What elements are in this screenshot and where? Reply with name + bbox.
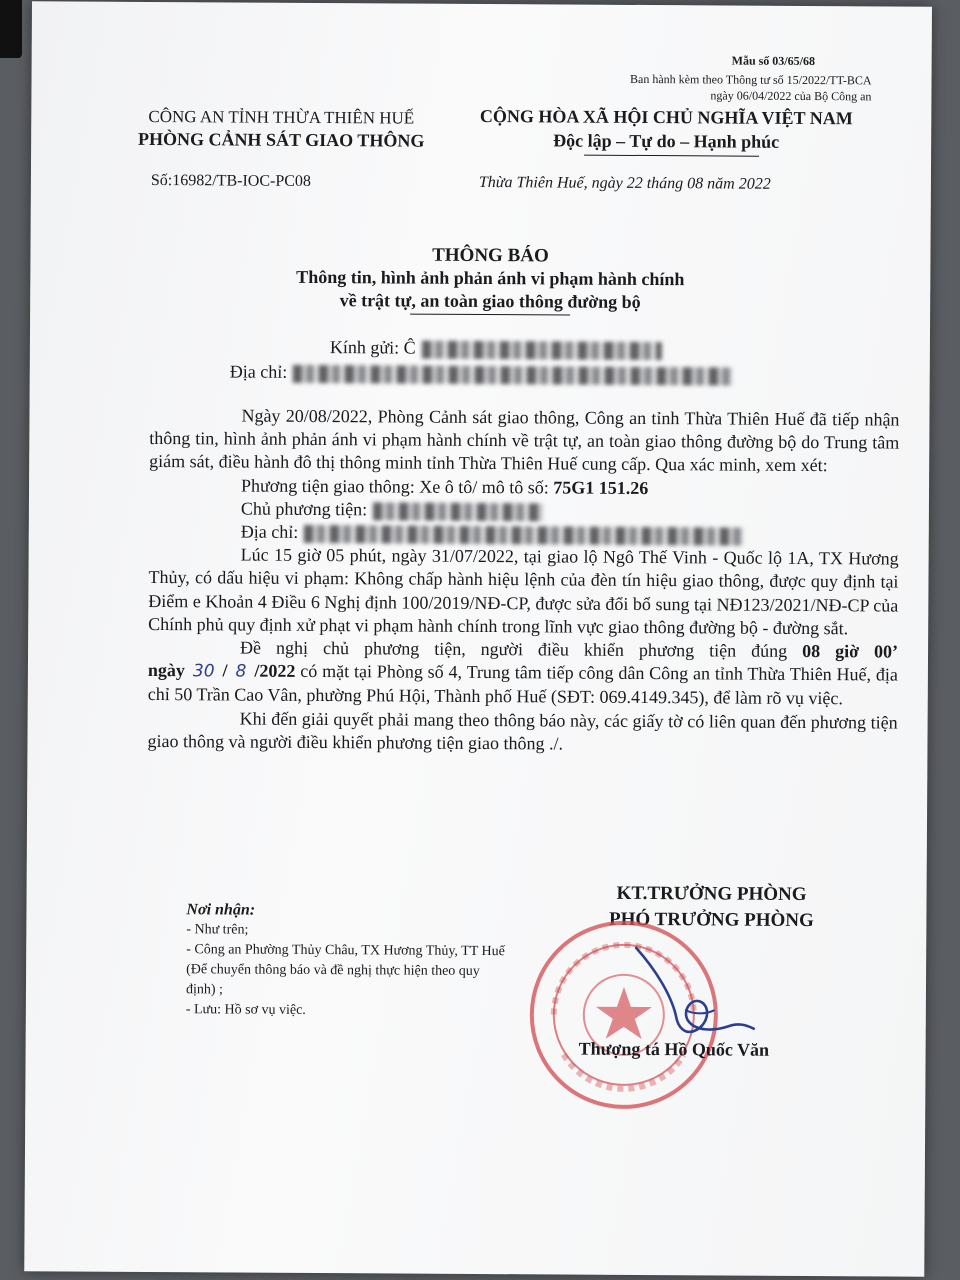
signature-title2: PHÓ TRƯỞNG PHÒNG (608, 908, 814, 932)
address-line (230, 361, 734, 385)
issued-note (541, 70, 871, 104)
agency-parent: CÔNG AN TỈNH THỪA THIÊN HUẾ (148, 106, 415, 128)
redacted-owner-address (304, 525, 744, 546)
vehicle-label: Phương tiện giao thông: Xe ô tô/ mô tô số: (240, 475, 549, 498)
form-number: Mẫu số 03/65/68 (731, 53, 816, 69)
recipient-line (330, 337, 662, 360)
vehicle-plate: 75G1 151.26 (553, 477, 649, 498)
date-separator: / (222, 660, 228, 681)
handwritten-month: 8 (235, 661, 247, 682)
closing-paragraph: Khi đến giải quyết phải mang theo thông báo này, các giấy tờ có liên quan đến phương tiện giao thông và người điều khiển phương tiện giao thông ./. (147, 708, 898, 754)
notice-body (147, 404, 899, 758)
document-page (24, 1, 932, 1276)
owner-label: Chủ phương tiện: (240, 498, 368, 520)
desk-edge-object (0, 0, 22, 58)
recipient-item: - Công an Phường Thủy Châu, TX Hương Thủy, TT Huế (Để chuyển thông báo và đề nghị thực hiện theo quy định) ; (185, 942, 505, 998)
agency-name: PHÒNG CẢNH SÁT GIAO THÔNG (137, 128, 425, 151)
redacted-owner (373, 502, 543, 521)
recipient-item: - Lưu: Hồ sơ vụ việc. (185, 1002, 306, 1018)
recipients-heading: Nơi nhận: (186, 901, 256, 919)
document-number: Số:16982/TB-IOC-PC08 (150, 171, 311, 190)
handwritten-signature-icon (616, 940, 767, 1051)
title-main: THÔNG BÁO (432, 244, 549, 267)
owner-address-label: Địa chỉ: (240, 521, 299, 542)
handwritten-day: 30 (192, 661, 215, 682)
intro-paragraph: Ngày 20/08/2022, Phòng Cảnh sát giao thông, Công an tỉnh Thừa Thiên Huế đã tiếp nhận thông tin, hình ảnh phản ánh vi phạm hành chính về trật tự, an toàn giao thông đường bộ do Trung tâm giám sát, điều hành đô thị thông minh tỉnh Thừa Thiên Huế cung cấp. Qua xác minh, xem xét: (149, 405, 900, 476)
notice-title (230, 242, 750, 314)
signature-title1: KT.TRƯỞNG PHÒNG (616, 882, 807, 905)
national-heading (451, 104, 881, 155)
recipient-item: - Như trên; (186, 922, 249, 938)
issued-note-line1: Ban hành kèm theo Thông tư số 15/2022/TT-BCA (630, 71, 872, 88)
request-end: có mặt tại Phòng số 4, Trung tâm tiếp công dân Công an tỉnh Thừa Thiên Huế, địa chỉ 50 Trần Cao Vân, phường Phú Hội, Thành phố Huế (SĐT: 069.4149.345), để làm rõ vụ việc. (147, 661, 898, 709)
redacted-address (293, 365, 733, 386)
motto-underline (584, 155, 759, 157)
national-motto: Độc lập – Tự do – Hạnh phúc (553, 130, 780, 152)
request-paragraph (148, 636, 898, 711)
issued-note-line2: ngày 06/04/2022 của Bộ Công an (710, 88, 872, 104)
title-sub2: về trật tự, an toàn giao thông đường bộ (339, 290, 641, 312)
redacted-name (422, 341, 662, 360)
agency-block (116, 106, 446, 152)
place-date: Thừa Thiên Huế, ngày 22 tháng 08 năm 2022 (478, 173, 771, 193)
address-label: Địa chỉ: (229, 361, 288, 382)
request-year: /2022 (254, 660, 296, 682)
violation-paragraph: Lúc 15 giờ 05 phút, ngày 31/07/2022, tại giao lộ Ngô Thế Vinh - Quốc lộ 1A, TX Hương Thủy, có dấu hiệu vi phạm: Không chấp hành hiệu lệnh của đèn tín hiệu giao thông, được quy định tại Điểm e Khoản 4 Điều 6 Nghị định 100/2019/NĐ-CP, được sửa đổi bổ sung tại NĐ123/2021/NĐ-CP của Chính phủ quy định xử phạt vi phạm hành chính trong lĩnh vực giao thông đường bộ - đường sắt. (148, 544, 899, 639)
signer-name: Thượng tá Hồ Quốc Văn (578, 1038, 770, 1060)
request-start: Đề nghị chủ phương tiện, người điều khiển phương tiện đúng (240, 637, 788, 661)
nation-name: CỘNG HÒA XÃ HỘI CHỦ NGHĨA VIỆT NAM (479, 105, 853, 129)
recipients-list (186, 900, 507, 1022)
request-time: 08 giờ 00’ ngày (147, 640, 899, 681)
recipient-label: Kính gửi: Ĉ (329, 337, 416, 358)
title-sub1: Thông tin, hình ảnh phản ánh vi phạm hành chính (296, 266, 685, 290)
title-underline (410, 314, 570, 316)
